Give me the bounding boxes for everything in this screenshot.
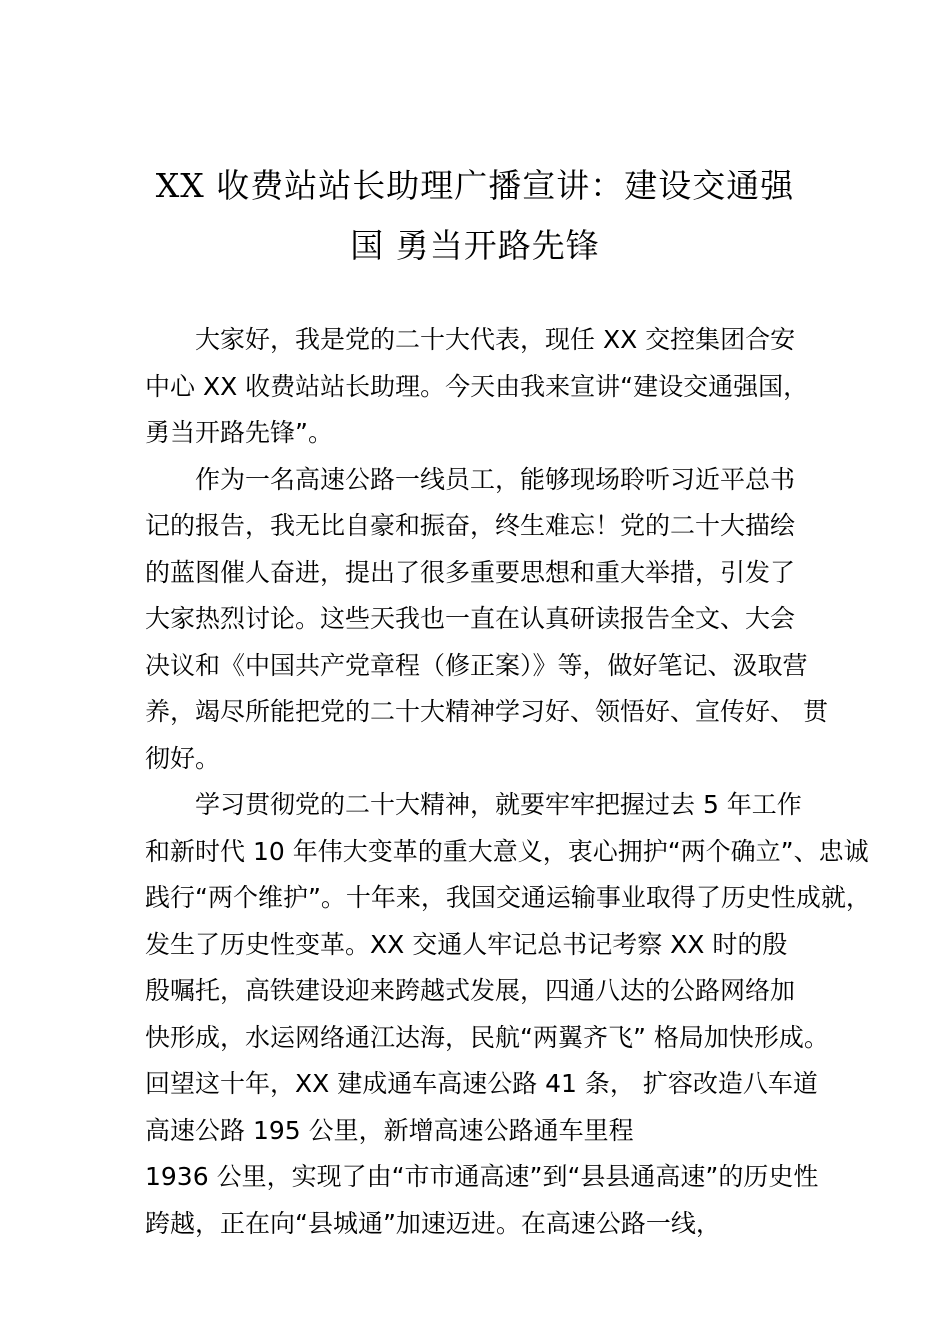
body-text-line: 和新时代 10 年伟大变革的重大意义，衷心拥护“两个确立”、忠诚 xyxy=(145,836,869,866)
body-text-line: 跨越，正在向“县城通”加速迈进。在高速公路一线， xyxy=(145,1208,721,1238)
body-text-line: 的蓝图催人奋进，提出了很多重要思想和重大举措，引发了 xyxy=(145,557,796,587)
document-body xyxy=(145,317,871,1247)
body-text-line: 养，竭尽所能把党的二十大精神学习好、领悟好、宣传好、 贯 xyxy=(145,697,828,726)
title-line-1: XX 收费站站长助理广播宣讲：建设交通强 xyxy=(155,166,795,205)
body-text-line: 快形成，水运网络通江达海，民航“两翼齐飞” 格局加快形成。 xyxy=(145,1022,829,1052)
body-text-line: 大家热烈讨论。这些天我也一直在认真研读报告全文、大会 xyxy=(145,604,796,633)
body-text-line: 记的报告，我无比自豪和振奋，终生难忘！党的二十大描绘 xyxy=(145,511,796,540)
body-text-line: 回望这十年，XX 建成通车高速公路 41 条， 扩容改造八车道 xyxy=(145,1069,818,1098)
body-text-line: 学习贯彻党的二十大精神，就要牢牢把握过去 5 年工作 xyxy=(195,790,802,819)
title-line-2: 国 勇当开路先锋 xyxy=(350,226,600,265)
body-text-line: 高速公路 195 公里，新增高速公路通车里程 xyxy=(145,1115,634,1145)
body-text-line: 践行“两个维护”。十年来，我国交通运输事业取得了历史性成就， xyxy=(145,883,871,912)
body-text-line: 大家好，我是党的二十大代表，现任 XX 交控集团合安 xyxy=(195,325,796,354)
document-title xyxy=(140,156,810,276)
body-text-line: 中心 XX 收费站站长助理。今天由我来宣讲“建设交通强国， xyxy=(145,371,809,401)
body-text-line: 彻好。 xyxy=(145,743,221,773)
body-text-line: 1936 公里，实现了由“市市通高速”到“县县通高速”的历史性 xyxy=(145,1162,819,1191)
body-text-line: 作为一名高速公路一线员工，能够现场聆听习近平总书 xyxy=(195,464,796,494)
body-text-line: 决议和《中国共产党章程（修正案）》等，做好笔记、汲取营 xyxy=(145,650,808,680)
body-text-line: 勇当开路先锋”。 xyxy=(145,418,333,447)
body-text-line: 殷嘱托，高铁建设迎来跨越式发展，四通八达的公路网络加 xyxy=(145,976,796,1005)
body-text-line: 发生了历史性变革。XX 交通人牢记总书记考察 XX 时的殷 xyxy=(145,929,788,959)
